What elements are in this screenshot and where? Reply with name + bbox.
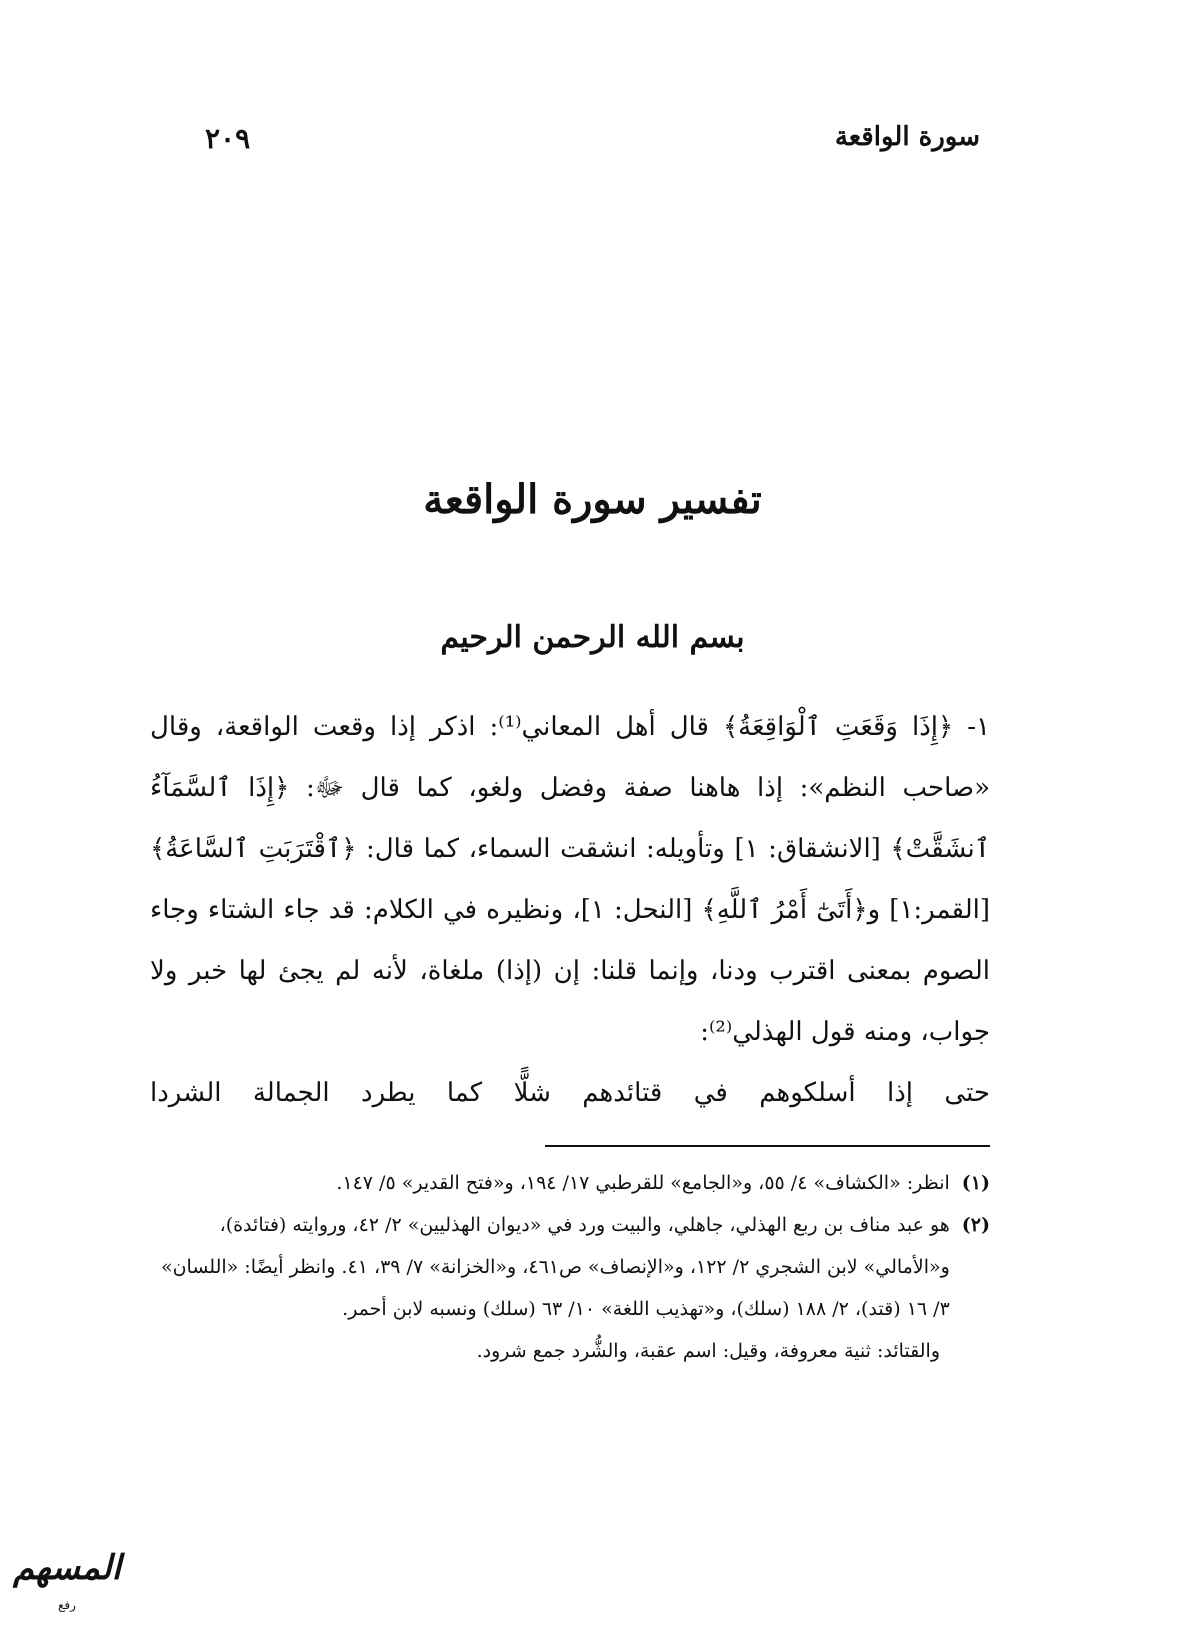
footnotes	[150, 1162, 990, 1372]
surah-heading: تفسير سورة الواقعة	[423, 476, 762, 523]
footnote-1	[150, 1162, 990, 1204]
commentary-paragraph: ١- ﴿إِذَا وَقَعَتِ ٱلْوَاقِعَةُ﴾ قال أهل المعاني⁽¹⁾: اذكر إذا وقعت الواقعة، وقال «صاحب النظم»: إذا هاهنا صفة وفضل ولغو، كما قال ﷻ: ﴿إِذَا ٱلسَّمَآءُ ٱنشَقَّتْ﴾ [الانشقاق: ١] وتأويله: انشقت السماء، كما قال: ﴿ٱقْتَرَبَتِ ٱلسَّاعَةُ﴾ [القمر:١] و﴿أَتَىٰٓ أَمْرُ ٱللَّهِ﴾ [النحل: ١]، ونظيره في الكلام: قد جاء الشتاء وجاء الصوم بمعنى اقترب ودنا، وإنما قلنا: إن (إذا) ملغاة، لأنه لم يجئ لها خبر ولا جواب، ومنه قول الهذلي⁽²⁾:	[150, 712, 991, 1047]
footnote-text: انظر: «الكشاف» ٤/ ٥٥، و«الجامع» للقرطبي ١٧/ ١٩٤، و«فتح القدير» ٥/ ١٤٧.	[336, 1172, 950, 1194]
running-title: سورة الواقعة	[834, 122, 980, 152]
footnote-divider	[545, 1145, 990, 1147]
footnote-gloss: والقتائد: ثنية معروفة، وقيل: اسم عقبة، والشُّرد جمع شرود.	[476, 1340, 940, 1362]
watermark-logo	[12, 1548, 122, 1630]
main-text	[150, 697, 990, 1124]
page-number: ٢٠٩	[205, 122, 251, 155]
watermark-subtext: رفع	[58, 1598, 76, 1612]
poetry-verse: حتى إذا أسلكوهم في قتائدهم شلًّا كما يطرد الجمالة الشردا	[150, 1078, 990, 1108]
basmala: بسم الله الرحمن الرحيم	[440, 620, 745, 655]
watermark-word: المسهم	[12, 1548, 122, 1588]
page-header	[205, 122, 980, 172]
footnote-text: هو عبد مناف بن ربع الهذلي، جاهلي، والبيت ورد في «ديوان الهذليين» ٢/ ٤٢، وروايته (فتائدة)، و«الأمالي» لابن الشجري ٢/ ١٢٢، و«الإنصاف» ص٤٦١، و«الخزانة» ٧/ ٣٩، ٤١. وانظر أيضًا: «اللسان» ٣/ ١٦ (قتد)، ٢/ ١٨٨ (سلك)، و«تهذيب اللغة» ١٠/ ٦٣ (سلك) ونسبه لابن أحمر.	[160, 1214, 950, 1320]
footnote-number: (١)	[961, 1172, 990, 1194]
footnote-2	[150, 1204, 990, 1330]
footnote-number: (٢)	[961, 1214, 990, 1236]
